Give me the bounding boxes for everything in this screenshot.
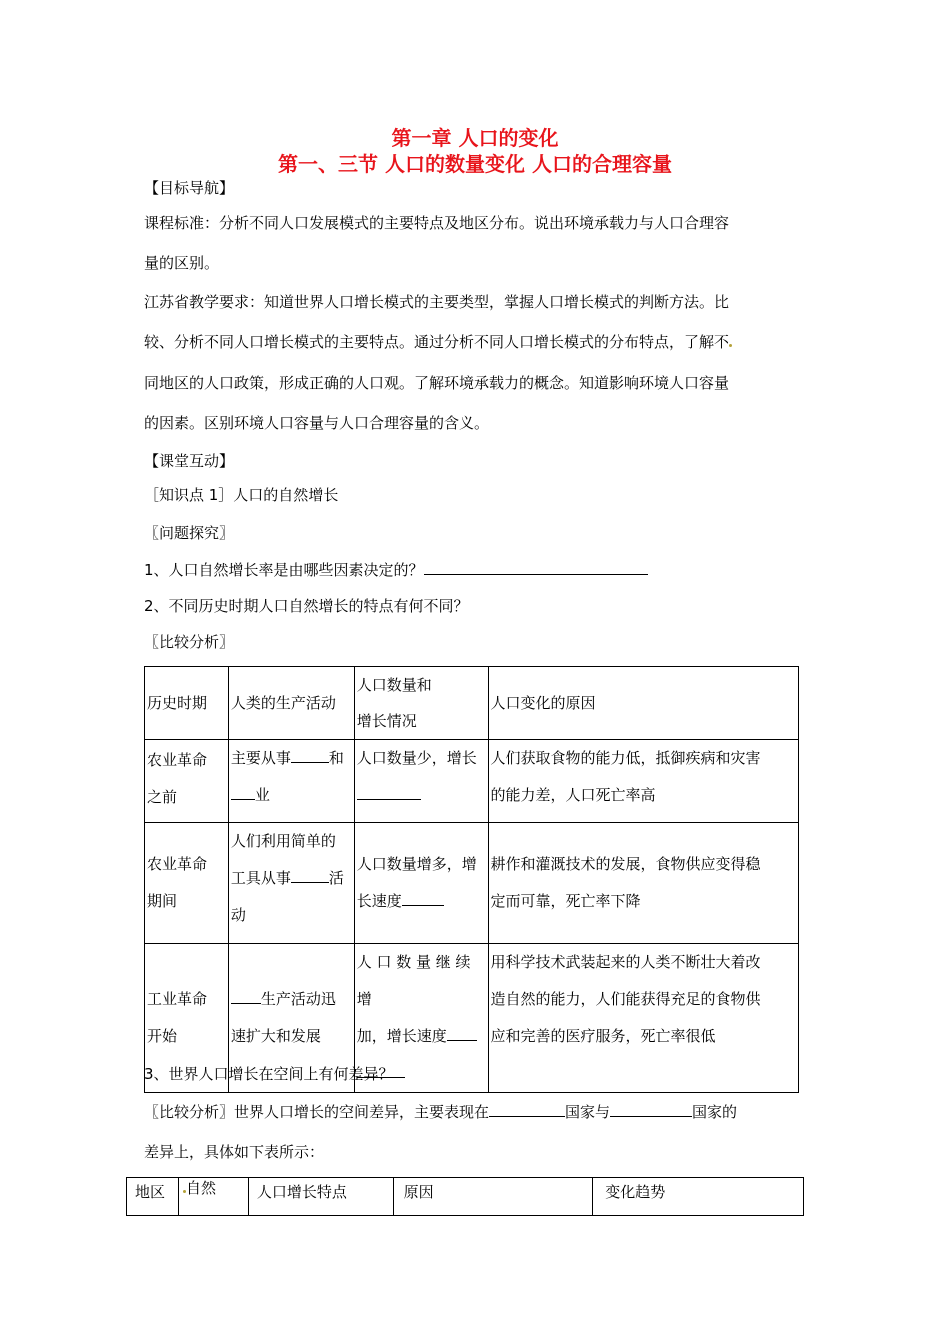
row3-cause-l2: 造自然的能力，人们能获得充足的食物供 xyxy=(490,990,761,1008)
row2-activity-b: 工具从事 xyxy=(230,869,291,887)
blank[interactable] xyxy=(402,890,444,906)
goal-heading: 【目标导航】 xyxy=(144,179,235,197)
row2-period xyxy=(145,823,229,944)
compare-line-1 xyxy=(144,1101,737,1122)
row2-period-l1: 农业革命 xyxy=(147,855,208,873)
row1-cause-l1: 人们获取食物的能力低，抵御疾病和灾害 xyxy=(490,749,761,767)
header-population-l2: 增长情况 xyxy=(356,712,417,730)
row1-population-l1: 人口数量少，增长 xyxy=(356,749,477,767)
compare-text-b: 国家与 xyxy=(565,1103,611,1121)
region-table xyxy=(126,1177,804,1216)
chapter-title: 第一章 人口的变化 xyxy=(391,126,559,150)
standard-line-2: 量的区别。 xyxy=(144,254,220,272)
row1-activity-a: 主要从事 xyxy=(230,749,291,767)
row1-activity-l2 xyxy=(231,777,354,814)
row3-cause-l3: 应和完善的医疗服务，死亡率很低 xyxy=(490,1027,716,1045)
row1-population-l2 xyxy=(357,777,488,814)
class-heading: 【课堂互动】 xyxy=(144,452,235,470)
header-region: 地区 xyxy=(127,1178,179,1216)
row2-activity-l1: 人们利用简单的 xyxy=(230,832,336,850)
row1-activity-c: 业 xyxy=(254,786,270,804)
header-reason: 原因 xyxy=(393,1178,593,1216)
blank[interactable] xyxy=(291,747,329,763)
requirement-line-3: 同地区的人口政策，形成正确的人口观。了解环境承载力的概念。知道影响环境人口容量 xyxy=(144,374,730,392)
question-2: 2、不同历史时期人口自然增长的特点有何不同？ xyxy=(144,597,469,615)
header-trend: 变化趋势 xyxy=(593,1178,804,1216)
section-title: 第一、三节 人口的数量变化 人口的合理容量 xyxy=(278,152,672,176)
header-cause: 人口变化的原因 xyxy=(488,667,798,740)
header-population-l1: 人口数量和 xyxy=(356,676,432,694)
knowledge-point-1: ［知识点 1］人口的自然增长 xyxy=(144,486,339,504)
row3-cause-l1: 用科学技术武装起来的人类不断壮大着改 xyxy=(490,953,761,971)
header-growth-feature: 人口增长特点 xyxy=(248,1178,393,1216)
row2-cause-l1: 耕作和灌溉技术的发展，食物供应变得稳 xyxy=(490,855,761,873)
blank[interactable] xyxy=(447,1025,477,1041)
row2-period-l2: 期间 xyxy=(147,892,178,910)
row2-population-b: 长速度 xyxy=(356,892,402,910)
header-period: 历史时期 xyxy=(145,667,229,740)
compare-text-c: 国家的 xyxy=(692,1103,738,1121)
row2-activity-l3: 动 xyxy=(230,906,246,924)
answer-blank[interactable] xyxy=(424,559,648,575)
compare-line-2: 差异上，具体如下表所示： xyxy=(144,1143,325,1161)
row1-period xyxy=(145,740,229,823)
row3-population-l2 xyxy=(357,1018,488,1055)
row3-activity-l2: 速扩大和发展 xyxy=(230,1027,321,1045)
blank[interactable] xyxy=(231,784,255,800)
blank[interactable] xyxy=(357,784,421,800)
row2-activity-c: 活 xyxy=(328,869,344,887)
row3-population-b: 加，增长速度 xyxy=(356,1027,447,1045)
row2-activity-l2 xyxy=(231,860,354,897)
row3-period-l2: 开始 xyxy=(147,1027,178,1045)
question-1-text: 1、人口自然增长率是由哪些因素决定的？ xyxy=(144,561,424,579)
compare-heading: 〖比较分析〗 xyxy=(144,633,235,651)
header-activity: 人类的生产活动 xyxy=(228,667,354,740)
mark-dot xyxy=(729,344,732,347)
blank[interactable] xyxy=(231,988,261,1004)
row1-period-l1: 农业革命 xyxy=(147,751,208,769)
row2-cause xyxy=(488,823,798,944)
row2-cause-l2: 定而可靠，死亡率下降 xyxy=(490,892,641,910)
blank[interactable] xyxy=(610,1101,692,1117)
row3-activity-a: 生产活动迅 xyxy=(260,990,336,1008)
row1-cause-l2: 的能力差，人口死亡率高 xyxy=(490,786,656,804)
row1-activity-l1 xyxy=(231,740,354,777)
row2-activity xyxy=(228,823,354,944)
header-natural xyxy=(178,1178,248,1216)
row1-population xyxy=(354,740,488,823)
row1-period-l2: 之前 xyxy=(147,788,178,806)
question-3: 3、世界人口增长在空间上有何差异？ xyxy=(144,1065,394,1083)
row2-population-l1: 人口数量增多，增 xyxy=(356,855,477,873)
requirement-line-4: 的因素。区别环境人口容量与人口合理容量的含义。 xyxy=(144,414,490,432)
compare-text-a: 〖比较分析〗世界人口增长的空间差异，主要表现在 xyxy=(144,1103,490,1121)
header-natural-text: 自然 xyxy=(185,1179,216,1197)
row3-population-l1: 人 口 数 量 继 续 增 xyxy=(356,953,471,1008)
requirement-line-2 xyxy=(144,332,732,352)
blank[interactable] xyxy=(489,1101,565,1117)
row2-population-l2 xyxy=(357,883,488,920)
row3-cause xyxy=(488,944,798,1093)
row3-activity-l1 xyxy=(231,981,354,1018)
blank[interactable] xyxy=(291,867,329,883)
requirement-line-2-text: 较、分析不同人口增长模式的主要特点。通过分析不同人口增长模式的分布特点，了解不 xyxy=(144,333,730,351)
row2-population xyxy=(354,823,488,944)
explore-heading: 〖问题探究〗 xyxy=(144,524,235,542)
requirement-line-1: 江苏省教学要求：知道世界人口增长模式的主要类型，掌握人口增长模式的判断方法。比 xyxy=(144,293,730,311)
standard-line-1: 课程标准：分析不同人口发展模式的主要特点及地区分布。说出环境承载力与人口合理容 xyxy=(144,214,730,232)
history-table xyxy=(144,666,799,1093)
question-1 xyxy=(144,559,648,580)
header-population xyxy=(354,667,488,740)
row3-period-l1: 工业革命 xyxy=(147,990,208,1008)
row1-cause xyxy=(488,740,798,823)
row1-activity-b: 和 xyxy=(328,749,344,767)
row1-activity xyxy=(228,740,354,823)
